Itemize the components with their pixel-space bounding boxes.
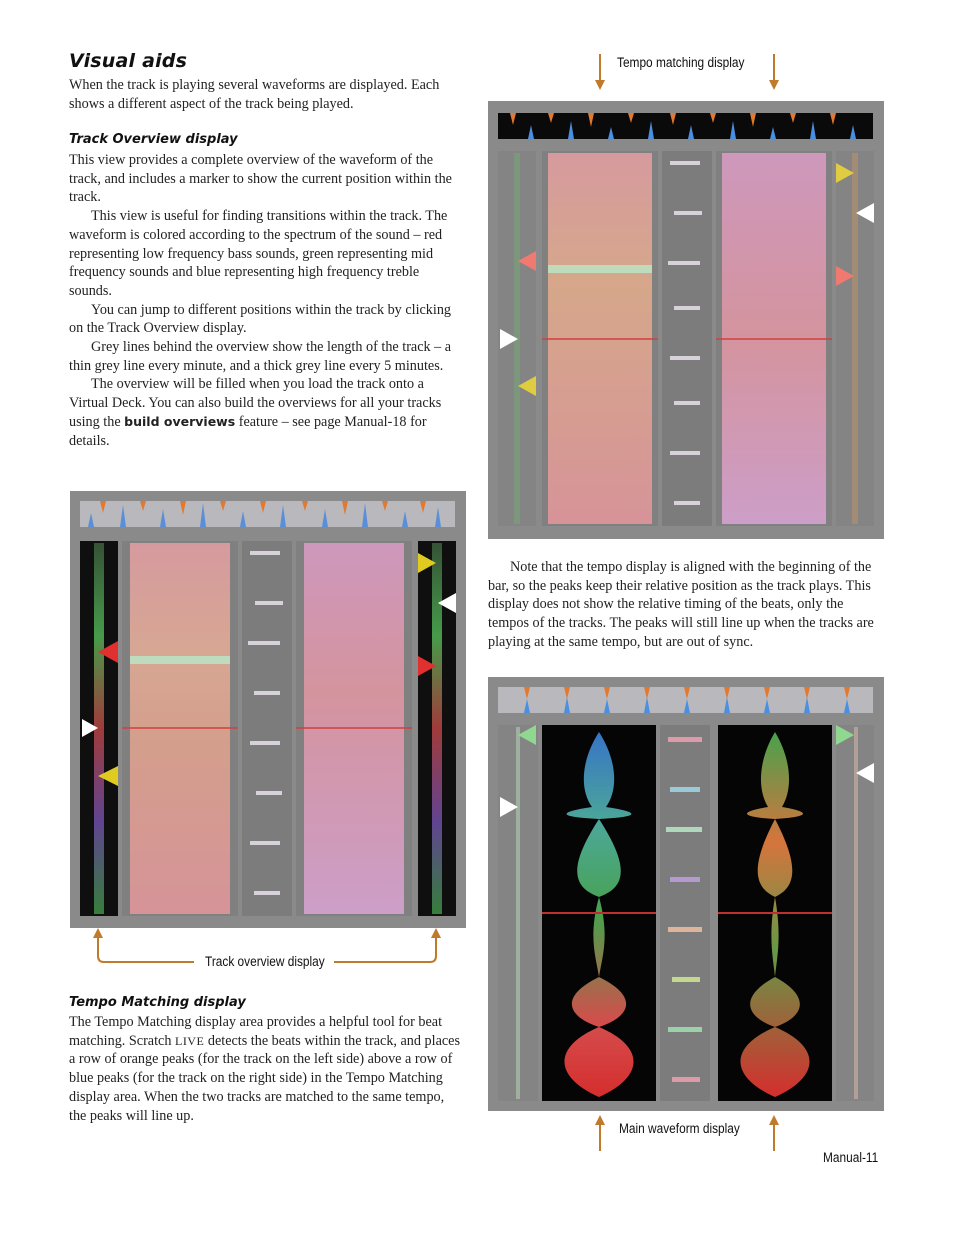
waveform-caption: Main waveform display xyxy=(619,1121,740,1136)
live-smallcaps: LIVE xyxy=(174,1033,205,1048)
overview-caption: Track overview display xyxy=(205,954,325,969)
page-number: Manual-11 xyxy=(823,1150,879,1165)
tempo-body: The Tempo Matching display area provides a helpful tool for beat matching. Scratch LIVE detects the beats within the track, and places a row of orange peaks (for the track on the left side) above a row of blue peaks (for the track on the right side) in the Tempo Matching display area. When the two tracks are matched to the same tempo, the peaks will line up. xyxy=(69,1014,460,1124)
overview-p5: The overview will be filled when you load the track onto a Virtual Deck. You can also build the overviews for all your tracks using the build overviews feature – see page Manual-18 for details. xyxy=(69,376,442,449)
intro-text: When the track is playing several waveforms are displayed. Each shows a different aspect of the track being played. xyxy=(69,77,440,112)
main-waveform-screenshot xyxy=(488,677,884,1111)
tempo-heading: Tempo Matching display xyxy=(69,995,246,1010)
page-title: Visual aids xyxy=(69,50,188,72)
overview-heading: Track Overview display xyxy=(69,132,238,147)
tempo-matching-screenshot xyxy=(488,101,884,539)
overview-p4: Grey lines behind the overview show the length of the track – a thin grey line every minute, and a thick grey line every 5 minutes. xyxy=(69,339,452,374)
track-overview-screenshot xyxy=(70,491,466,928)
overview-p3: You can jump to different positions within the track by clicking on the Track Overview display. xyxy=(69,301,452,337)
overview-p1: This view provides a complete overview of the waveform of the track, and includes a marker to show the current position within the track. xyxy=(69,152,452,206)
overview-body xyxy=(69,151,465,450)
note-text: Note that the tempo display is aligned with the beginning of the bar, so the peaks keep their relative position as the track plays. This display does not show the relative timing of the beats, only the tempos of the tracks. The peaks will still line up when the tracks are playing at the same tempo, but are out of sync. xyxy=(488,559,874,650)
tempo-caption: Tempo matching display xyxy=(617,55,745,70)
overview-p2: This view is useful for finding transitions within the track. The waveform is colored according to the spectrum of the sound – red representing low frequency bass sounds, green representing mid frequency sounds and blue representing high frequency treble sounds. xyxy=(69,208,448,299)
build-overviews-term: build overviews xyxy=(124,413,236,429)
